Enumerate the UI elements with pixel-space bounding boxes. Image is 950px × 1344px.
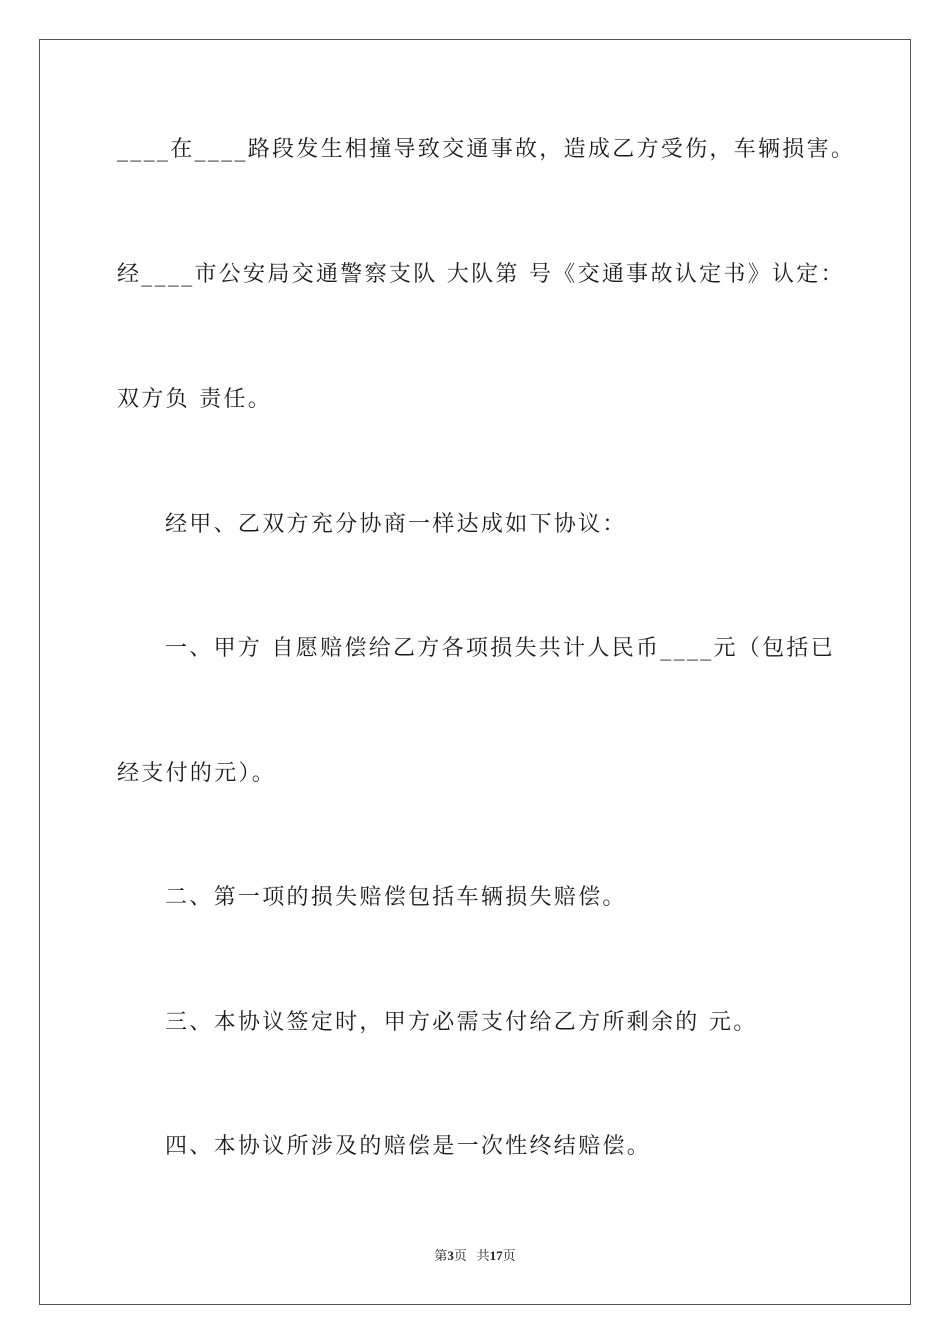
text-line-2: 经____市公安局交通警察支队 大队第 号《交通事故认定书》认定： — [117, 262, 845, 287]
clause-2: 二、第一项的损失赔偿包括车辆损失赔偿。 — [165, 885, 627, 910]
text-line-3: 双方负 责任。 — [117, 387, 273, 412]
page-border — [39, 39, 911, 1305]
footer-page-prefix: 第 — [434, 1248, 448, 1263]
text-line-1: ____在____路段发生相撞导致交通事故，造成乙方受伤，车辆损害。 — [117, 137, 856, 162]
clause-1-line-2: 经支付的元）。 — [117, 761, 277, 786]
paragraph-agreement-intro: 经甲、乙双方充分协商一样达成如下协议： — [165, 512, 627, 537]
clause-4: 四、本协议所涉及的赔偿是一次性终结赔偿。 — [165, 1134, 652, 1159]
footer-page-suffix: 页 — [453, 1248, 467, 1263]
footer-total-prefix: 共 — [476, 1248, 490, 1263]
footer-total-suffix: 页 — [502, 1248, 516, 1263]
page-footer — [0, 1248, 950, 1264]
clause-1-line-1: 一、甲方 自愿赔偿给乙方各项损失共计人民币____元（包括已 — [165, 636, 835, 661]
footer-total-pages: 17 — [489, 1248, 503, 1263]
footer-page-number: 3 — [447, 1248, 454, 1263]
clause-3: 三、本协议签定时，甲方必需支付给乙方所剩余的 元。 — [165, 1010, 758, 1035]
